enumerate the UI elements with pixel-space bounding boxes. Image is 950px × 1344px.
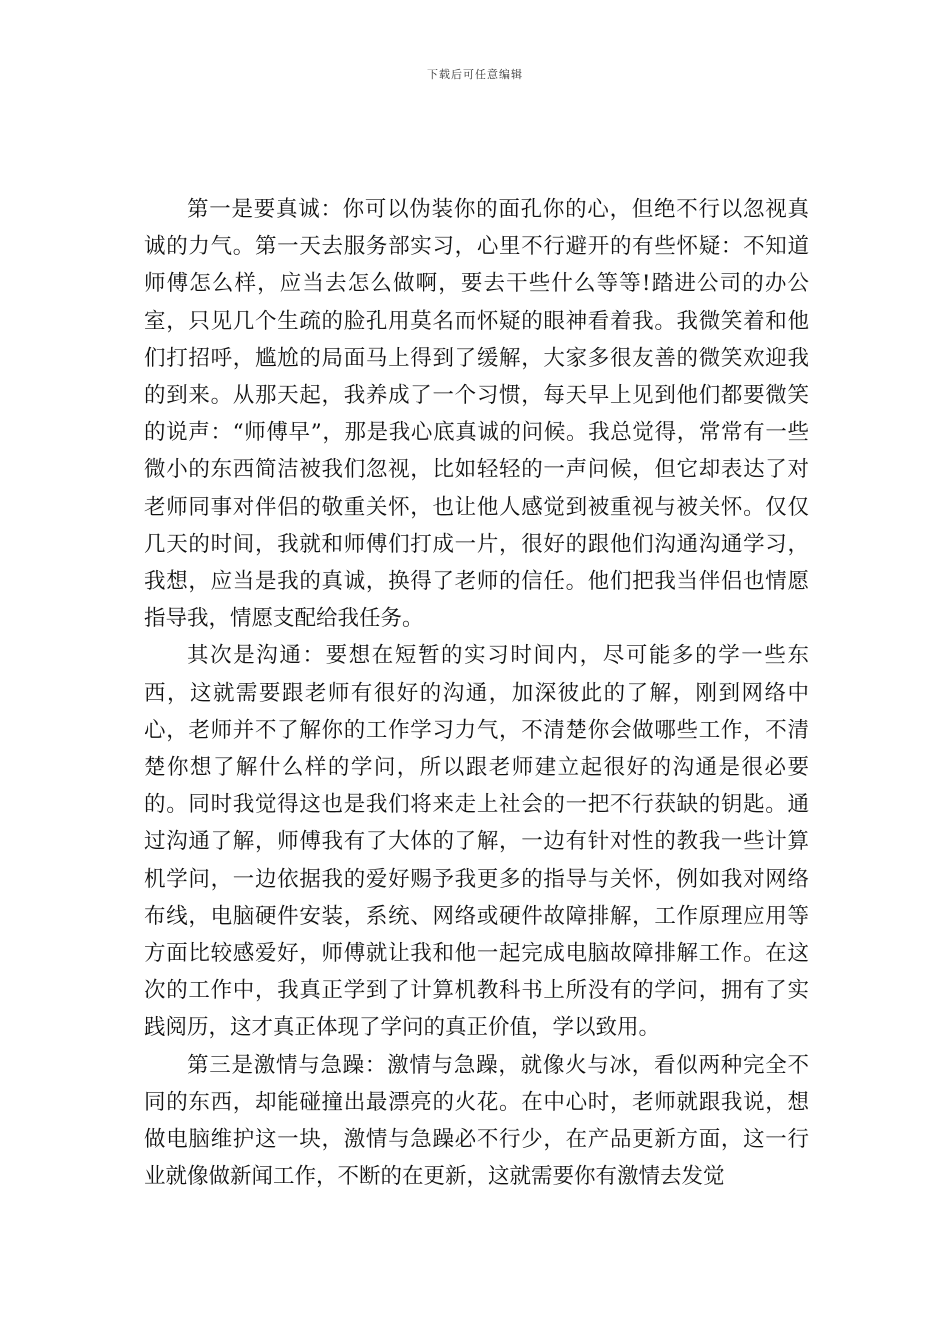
paragraph-communication: 其次是沟通：要想在短暂的实习时间内，尽可能多的学一些东西，这就需要跟老师有很好的沟通，加深彼此的了解，刚到网络中心，老师并不了解你的工作学习力气，不清楚你会做哪些工作，不清楚你想了解什么样的学问，所以跟老师建立起很好的沟通是很必要的。同时我觉得这也是我们将来走上社会的一把不行获缺的钥匙。通过沟通了解，师傅我有了大体的了解，一边有针对性的教我一些计算机学问，一边依据我的爱好赐予我更多的指导与关怀，例如我对网络布线，电脑硬件安装，系统、网络或硬件故障排解，工作原理应用等方面比较感爱好，师傅就让我和他一起完成电脑故障排解工作。在这次的工作中，我真正学到了计算机教科书上所没有的学问，拥有了实践阅历，这才真正体现了学问的真正价值，学以致用。	[144, 643, 809, 1041]
header-note: 下载后可任意编辑	[427, 68, 523, 81]
body-text	[144, 191, 809, 1195]
paragraph-passion-patience: 第三是激情与急躁：激情与急躁，就像火与冰，看似两种完全不同的东西，却能碰撞出最漂亮的火花。在中心时，老师就跟我说，想做电脑维护这一块，激情与急躁必不行少，在产品更新方面，这一行业就像做新闻工作，不断的在更新，这就需要你有激情去发觉	[144, 1052, 809, 1190]
paragraph-sincerity: 第一是要真诚：你可以伪装你的面孔你的心，但绝不行以忽视真诚的力气。第一天去服务部实习，心里不行避开的有些怀疑：不知道师傅怎么样，应当去怎么做啊，要去干些什么等等!踏进公司的办公室，只见几个生疏的脸孔用莫名而怀疑的眼神看着我。我微笑着和他们打招呼，尴尬的局面马上得到了缓解，大家多很友善的微笑欢迎我的到来。从那天起，我养成了一个习惯，每天早上见到他们都要微笑的说声：“师傅早”，那是我心底真诚的问候。我总觉得，常常有一些微小的东西简洁被我们忽视，比如轻轻的一声问候，但它却表达了对老师同事对伴侣的敬重关怀，也让他人感觉到被重视与被关怀。仅仅几天的时间，我就和师傅们打成一片，很好的跟他们沟通沟通学习，我想，应当是我的真诚，换得了老师的信任。他们把我当伴侣也情愿指导我，情愿支配给我任务。	[144, 197, 809, 632]
